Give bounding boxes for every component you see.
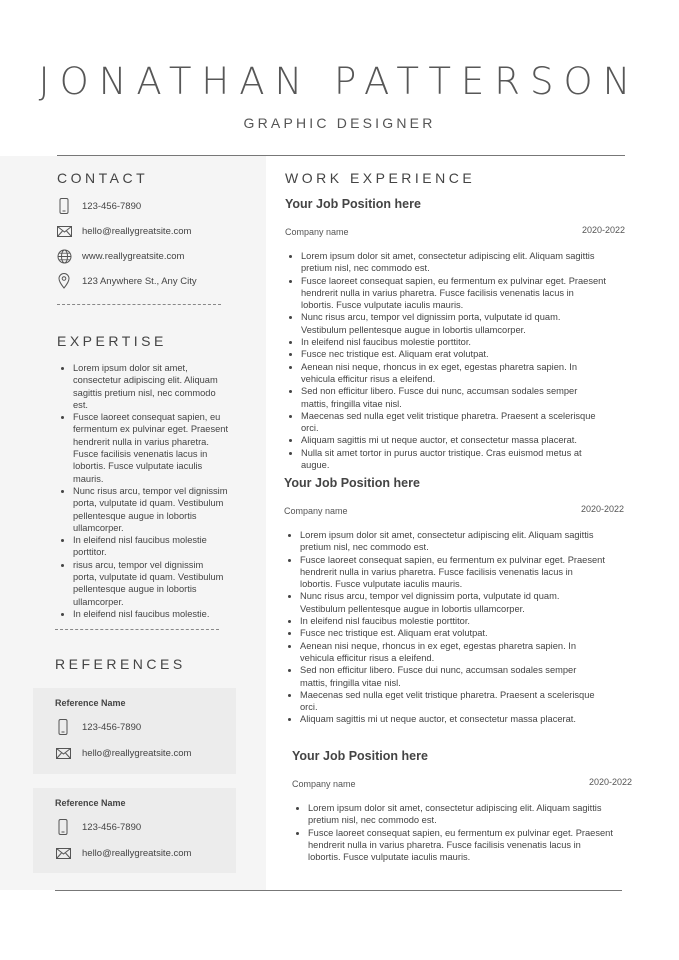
- job-bullet: • Fusce nec tristique est. Aliquam erat volutpat.: [300, 627, 606, 639]
- reference-card: [33, 788, 236, 873]
- job-bullet: • In eleifend nisl faucibus molestie porttitor.: [301, 336, 607, 348]
- job-bullet: • Nulla sit amet tortor in purus auctor tristique. Cras euismod metus at augue.: [301, 447, 607, 472]
- candidate-title: GRAPHIC DESIGNER: [243, 115, 436, 131]
- footer-divider: [55, 890, 622, 891]
- envelope-icon: [56, 223, 72, 239]
- candidate-name: JONATHAN PATTERSON: [38, 60, 641, 103]
- expertise-item: • Nunc risus arcu, tempor vel dignissim porta, vulputate id quam. Vestibulum pellentesque augue in lobortis ullamcorper.: [73, 485, 229, 534]
- location-pin-icon: [56, 273, 72, 289]
- work-experience-heading: WORK EXPERIENCE: [285, 170, 476, 186]
- reference-email: [55, 745, 191, 761]
- job-bullet: • Nunc risus arcu, tempor vel dignissim porta, vulputate id quam. Vestibulum pellentesque augue in lobortis ullamcorper.: [301, 311, 607, 336]
- expertise-heading: EXPERTISE: [57, 333, 167, 349]
- job-bullet: • Fusce nec tristique est. Aliquam erat volutpat.: [301, 348, 607, 360]
- reference-name: Reference Name: [55, 798, 126, 808]
- contact-address-text: 123 Anywhere St., Any City: [82, 275, 197, 287]
- reference-email-text: hello@reallygreatsite.com: [82, 847, 192, 859]
- globe-icon: [56, 248, 72, 264]
- job-bullet: • Lorem ipsum dolor sit amet, consectetur adipiscing elit. Aliquam sagittis pretium nisl, nec commodo est.: [301, 250, 607, 275]
- expertise-item: • risus arcu, tempor vel dignissim porta, vulputate id quam. Vestibulum pellentesque augue in lobortis ullamcorper.: [73, 559, 229, 608]
- expertise-divider: [55, 629, 219, 630]
- job-position: Your Job Position here: [284, 476, 420, 490]
- reference-phone: [55, 719, 141, 735]
- job-bullet: • Sed non efficitur libero. Fusce dui nunc, accumsan sodales semper mattis, fringilla vitae nisl.: [300, 664, 606, 689]
- job-bullet: • Nunc risus arcu, tempor vel dignissim porta, vulputate id quam. Vestibulum pellentesque augue in lobortis ullamcorper.: [300, 590, 606, 615]
- contact-heading: CONTACT: [57, 170, 149, 186]
- envelope-icon: [55, 845, 71, 861]
- job-bullet: • Aenean nisi neque, rhoncus in ex eget, egestas pharetra sapien. In vehicula efficitur risus a eleifend.: [300, 640, 606, 665]
- contact-divider: [57, 304, 221, 305]
- phone-icon: [56, 198, 72, 214]
- job-dates: 2020-2022: [581, 504, 625, 514]
- expertise-item: • Lorem ipsum dolor sit amet, consectetur adipiscing elit. Aliquam sagittis pretium nisl, nec commodo est.: [73, 362, 229, 411]
- envelope-icon: [55, 745, 71, 761]
- job-dates: 2020-2022: [589, 777, 633, 787]
- job-dates: 2020-2022: [582, 225, 626, 235]
- job-bullet: • Aenean nisi neque, rhoncus in ex eget, egestas pharetra sapien. In vehicula efficitur risus a eleifend.: [301, 361, 607, 386]
- job-bullet: • Lorem ipsum dolor sit amet, consectetur adipiscing elit. Aliquam sagittis pretium nisl, nec commodo est.: [300, 529, 606, 554]
- references-heading: REFERENCES: [55, 656, 186, 672]
- reference-card: [33, 688, 236, 774]
- contact-website-text: www.reallygreatsite.com: [82, 250, 185, 262]
- contact-website: [56, 246, 184, 266]
- job-bullet: • Fusce laoreet consequat sapien, eu fermentum ex pulvinar eget. Praesent hendrerit nulla in varius pharetra. Fusce facilisis venenatis lacus in lobortis. Fusce vulputate iaculis mauris.: [308, 827, 614, 864]
- reference-name: Reference Name: [55, 698, 126, 708]
- contact-email-text: hello@reallygreatsite.com: [82, 225, 192, 237]
- job-bullet: • Aliquam sagittis mi ut neque auctor, et consectetur massa placerat.: [301, 434, 607, 446]
- job-bullet: • Sed non efficitur libero. Fusce dui nunc, accumsan sodales semper mattis, fringilla vitae nisl.: [301, 385, 607, 410]
- job-position: Your Job Position here: [285, 197, 421, 211]
- contact-email: [56, 221, 191, 241]
- expertise-item: • In eleifend nisl faucibus molestie porttitor.: [73, 534, 229, 559]
- reference-email: [55, 845, 191, 861]
- contact-phone-text: 123-456-7890: [82, 200, 142, 212]
- company-name: Company name: [285, 227, 349, 237]
- job-bullet: • Lorem ipsum dolor sit amet, consectetur adipiscing elit. Aliquam sagittis pretium nisl, nec commodo est.: [308, 802, 614, 827]
- reference-phone: [55, 819, 141, 835]
- expertise-item: • In eleifend nisl faucibus molestie.: [73, 608, 229, 620]
- company-name: Company name: [284, 506, 348, 516]
- contact-phone: [56, 196, 141, 216]
- job-position: Your Job Position here: [292, 749, 428, 763]
- job-bullet: • In eleifend nisl faucibus molestie porttitor.: [300, 615, 606, 627]
- reference-email-text: hello@reallygreatsite.com: [82, 747, 192, 759]
- job-bullet: • Aliquam sagittis mi ut neque auctor, et consectetur massa placerat.: [300, 713, 606, 725]
- expertise-list: [59, 362, 229, 620]
- reference-phone-text: 123-456-7890: [82, 821, 142, 833]
- job-bullets: [287, 250, 607, 471]
- company-name: Company name: [292, 779, 356, 789]
- job-bullets: [286, 529, 606, 726]
- job-bullet: • Fusce laoreet consequat sapien, eu fermentum ex pulvinar eget. Praesent hendrerit nulla in varius pharetra. Fusce facilisis venenatis lacus in lobortis. Fusce vulputate iaculis mauris.: [300, 554, 606, 591]
- phone-icon: [55, 819, 71, 835]
- reference-phone-text: 123-456-7890: [82, 721, 142, 733]
- job-bullets: [294, 802, 614, 863]
- job-bullet: • Fusce laoreet consequat sapien, eu fermentum ex pulvinar eget. Praesent hendrerit nulla in varius pharetra. Fusce facilisis venenatis lacus in lobortis. Fusce vulputate iaculis mauris.: [301, 275, 607, 312]
- phone-icon: [55, 719, 71, 735]
- expertise-item: • Fusce laoreet consequat sapien, eu fermentum ex pulvinar eget. Praesent hendrerit nulla in varius pharetra. Fusce facilisis venenatis lacus in lobortis. Fusce vulputate iaculis mauris.: [73, 411, 229, 485]
- job-bullet: • Maecenas sed nulla eget velit tristique pharetra. Praesent a scelerisque orci.: [300, 689, 606, 714]
- job-bullet: • Maecenas sed nulla eget velit tristique pharetra. Praesent a scelerisque orci.: [301, 410, 607, 435]
- contact-address: [56, 271, 197, 291]
